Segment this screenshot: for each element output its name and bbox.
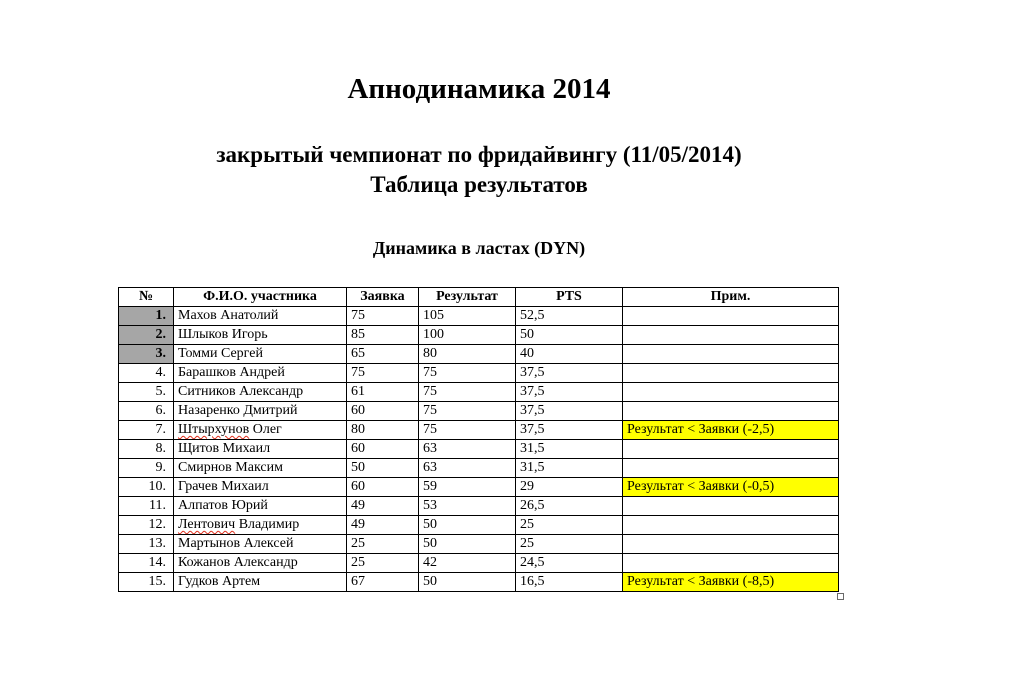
participant-name: Смирнов Максим (174, 459, 347, 478)
pts-value: 16,5 (516, 573, 623, 592)
pts-value: 26,5 (516, 497, 623, 516)
result-value: 80 (419, 345, 516, 364)
pts-value: 24,5 (516, 554, 623, 573)
discipline-title: Динамика в ластах (DYN) (372, 238, 586, 258)
pts-value: 31,5 (516, 459, 623, 478)
row-number: 12. (119, 516, 174, 535)
participant-name: Барашков Андрей (174, 364, 347, 383)
row-number: 15. (119, 573, 174, 592)
claim-value: 65 (347, 345, 419, 364)
note-cell (623, 516, 839, 535)
participant-name: Кожанов Александр (174, 554, 347, 573)
claim-value: 49 (347, 516, 419, 535)
table-row (119, 421, 839, 440)
participant-name: Ситников Александр (174, 383, 347, 402)
claim-value: 25 (347, 535, 419, 554)
pts-value: 31,5 (516, 440, 623, 459)
note-cell (623, 440, 839, 459)
claim-value: 25 (347, 554, 419, 573)
header-claim: Заявка (347, 288, 419, 307)
table-row (119, 440, 839, 459)
claim-value: 75 (347, 364, 419, 383)
claim-value: 61 (347, 383, 419, 402)
pts-value: 25 (516, 516, 623, 535)
participant-name: Щитов Михаил (174, 440, 347, 459)
pts-value: 37,5 (516, 364, 623, 383)
row-number: 4. (119, 364, 174, 383)
row-number: 6. (119, 402, 174, 421)
result-value: 50 (419, 535, 516, 554)
row-number: 3. (119, 345, 174, 364)
participant-name: Шлыков Игорь (174, 326, 347, 345)
claim-value: 60 (347, 402, 419, 421)
table-resize-handle[interactable] (837, 593, 844, 600)
row-number: 8. (119, 440, 174, 459)
row-number: 7. (119, 421, 174, 440)
table-row (119, 383, 839, 402)
note-cell (623, 326, 839, 345)
participant-name: Назаренко Дмитрий (174, 402, 347, 421)
header-participant-name: Ф.И.О. участника (174, 288, 347, 307)
pts-value: 52,5 (516, 307, 623, 326)
pts-value: 37,5 (516, 383, 623, 402)
note-cell (623, 535, 839, 554)
row-number: 13. (119, 535, 174, 554)
claim-value: 60 (347, 478, 419, 497)
table-row (119, 573, 839, 592)
claim-value: 60 (347, 440, 419, 459)
result-value: 50 (419, 573, 516, 592)
spellcheck-flagged-word: Лентович (178, 517, 236, 532)
table-row (119, 535, 839, 554)
result-value: 59 (419, 478, 516, 497)
table-row (119, 364, 839, 383)
table-row (119, 345, 839, 364)
pts-value: 37,5 (516, 421, 623, 440)
participant-name: Лентович Владимир (174, 516, 347, 535)
note-cell (623, 402, 839, 421)
participant-name: Махов Анатолий (174, 307, 347, 326)
results-table-title: Таблица результатов (370, 172, 588, 197)
result-value: 75 (419, 421, 516, 440)
pts-value: 50 (516, 326, 623, 345)
table-row (119, 554, 839, 573)
pts-value: 40 (516, 345, 623, 364)
note-cell (623, 497, 839, 516)
pts-value: 25 (516, 535, 623, 554)
result-value: 63 (419, 459, 516, 478)
note-cell (623, 383, 839, 402)
participant-name: Гудков Артем (174, 573, 347, 592)
table-row (119, 326, 839, 345)
note-cell (623, 554, 839, 573)
result-value: 63 (419, 440, 516, 459)
participant-name: Томми Сергей (174, 345, 347, 364)
note-cell: Результат < Заявки (-2,5) (623, 421, 839, 440)
participant-name: Штырхунов Олег (174, 421, 347, 440)
row-number: 10. (119, 478, 174, 497)
claim-value: 80 (347, 421, 419, 440)
note-cell (623, 307, 839, 326)
row-number: 14. (119, 554, 174, 573)
table-row (119, 459, 839, 478)
result-value: 100 (419, 326, 516, 345)
row-number: 9. (119, 459, 174, 478)
result-value: 75 (419, 364, 516, 383)
table-row (119, 478, 839, 497)
participant-name: Алпатов Юрий (174, 497, 347, 516)
spellcheck-flagged-word: Штырхунов (178, 422, 250, 437)
row-number: 11. (119, 497, 174, 516)
results-table-body (119, 307, 839, 592)
claim-value: 85 (347, 326, 419, 345)
pts-value: 29 (516, 478, 623, 497)
note-cell: Результат < Заявки (-8,5) (623, 573, 839, 592)
results-table (118, 287, 839, 592)
participant-name: Грачев Михаил (174, 478, 347, 497)
claim-value: 67 (347, 573, 419, 592)
row-number: 1. (119, 307, 174, 326)
table-row (119, 516, 839, 535)
header-note: Прим. (623, 288, 839, 307)
header-number: № (119, 288, 174, 307)
claim-value: 50 (347, 459, 419, 478)
result-value: 105 (419, 307, 516, 326)
main-title: Апнодинамика 2014 (347, 73, 611, 105)
result-value: 75 (419, 402, 516, 421)
result-value: 53 (419, 497, 516, 516)
note-cell (623, 345, 839, 364)
table-header-row (119, 288, 839, 307)
result-value: 50 (419, 516, 516, 535)
pts-value: 37,5 (516, 402, 623, 421)
table-row (119, 307, 839, 326)
note-cell (623, 459, 839, 478)
participant-name: Мартынов Алексей (174, 535, 347, 554)
claim-value: 49 (347, 497, 419, 516)
note-cell: Результат < Заявки (-0,5) (623, 478, 839, 497)
table-row (119, 497, 839, 516)
result-value: 75 (419, 383, 516, 402)
header-result: Результат (419, 288, 516, 307)
championship-subtitle: закрытый чемпионат по фридайвингу (11/05/2014) (216, 142, 742, 167)
row-number: 2. (119, 326, 174, 345)
table-row (119, 402, 839, 421)
row-number: 5. (119, 383, 174, 402)
result-value: 42 (419, 554, 516, 573)
claim-value: 75 (347, 307, 419, 326)
header-pts: PTS (516, 288, 623, 307)
note-cell (623, 364, 839, 383)
